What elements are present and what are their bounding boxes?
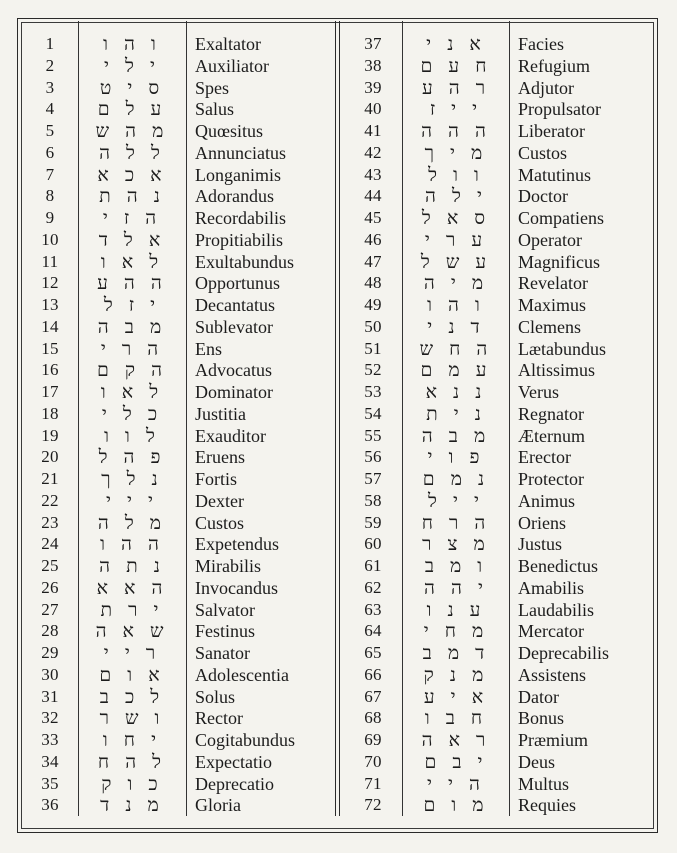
latin-name: Refugium <box>518 55 590 76</box>
latin-name: Altissimus <box>518 360 596 381</box>
row-number: 16 <box>41 360 59 380</box>
latin-name: Adolescentia <box>195 664 289 685</box>
hebrew-name: כ ל י <box>101 402 163 425</box>
table-row <box>0 33 677 55</box>
latin-name: Rector <box>195 708 243 729</box>
table-row <box>0 164 677 186</box>
latin-name: Justitia <box>195 403 247 424</box>
hebrew-name: מ צ ר <box>422 533 490 556</box>
latin-name: Recordabilis <box>195 208 286 228</box>
hebrew-name: נ ה ת <box>99 185 165 208</box>
hebrew-name: י ר ת <box>100 598 164 621</box>
latin-name: Maximus <box>518 295 587 315</box>
latin-name: Propitiabilis <box>195 229 284 250</box>
hebrew-name: ה ה ע <box>97 272 167 295</box>
row-number: 6 <box>45 142 55 162</box>
hebrew-name: ד מ ב <box>422 642 490 664</box>
row-number: 1 <box>45 34 55 53</box>
table-row <box>0 533 677 555</box>
hebrew-name: ע ש ל <box>420 250 492 273</box>
row-number: 7 <box>45 164 55 184</box>
latin-name: Exultabundus <box>195 251 294 272</box>
row-number: 22 <box>41 490 59 510</box>
table-row <box>0 620 677 642</box>
row-number: 9 <box>45 208 55 227</box>
table-row <box>0 794 677 816</box>
hebrew-name: א ו ם <box>99 663 165 686</box>
hebrew-name: י י ז <box>429 98 483 121</box>
table-row <box>0 642 677 664</box>
table-row <box>0 425 677 447</box>
latin-name: Mirabilis <box>195 556 261 576</box>
hebrew-name: ד נ י <box>427 315 485 338</box>
hebrew-name: מ ה ש <box>95 120 169 142</box>
row-number: 46 <box>364 229 382 249</box>
row-number: 45 <box>364 208 382 227</box>
row-number: 60 <box>364 534 382 554</box>
row-number: 39 <box>364 77 382 97</box>
hebrew-name: מ ו ם <box>423 794 489 817</box>
hebrew-name: ל א ו <box>100 381 164 403</box>
latin-name: Doctor <box>518 186 568 207</box>
hebrew-name: ל א ו <box>100 250 164 273</box>
hebrew-name: ו ש ר <box>99 707 165 730</box>
row-number: 64 <box>364 621 382 641</box>
table-row <box>0 729 677 751</box>
row-number: 23 <box>41 512 59 532</box>
hebrew-name: א י ע <box>423 685 489 708</box>
latin-name: Deprecatio <box>195 773 274 794</box>
latin-name: Compatiens <box>518 208 604 228</box>
latin-name: Cogitabundus <box>195 730 296 750</box>
table-row <box>0 55 677 77</box>
latin-name: Multus <box>518 773 570 794</box>
row-number: 37 <box>364 34 382 53</box>
hebrew-name: י ה ה <box>424 576 488 599</box>
hebrew-name: מ ח י <box>423 620 489 643</box>
latin-name: Adorandus <box>195 186 274 207</box>
latin-name: Advocatus <box>195 360 272 381</box>
row-number: 67 <box>364 686 382 706</box>
hebrew-name: כ ו ק <box>101 772 163 795</box>
row-number: 63 <box>364 599 382 619</box>
hebrew-name: י י ל <box>428 489 484 512</box>
table-row <box>0 381 677 403</box>
row-number: 70 <box>364 751 382 771</box>
hebrew-name: ה ר ח <box>421 511 491 534</box>
latin-name: Ens <box>195 338 222 359</box>
row-number: 47 <box>364 251 382 271</box>
row-number: 36 <box>41 795 59 815</box>
latin-name: Dominator <box>195 382 273 402</box>
row-number: 10 <box>41 229 59 249</box>
hebrew-name: ס י ט <box>99 76 165 99</box>
table-row <box>0 577 677 599</box>
latin-name: Benedictus <box>518 556 598 576</box>
row-number: 29 <box>41 643 59 662</box>
table-row <box>0 77 677 99</box>
table-row <box>0 251 677 273</box>
table-row <box>0 142 677 164</box>
hebrew-name: ש א ה <box>95 620 169 643</box>
row-number: 48 <box>364 273 382 293</box>
table-row <box>0 446 677 468</box>
table-row <box>0 294 677 316</box>
latin-name: Custos <box>518 142 568 163</box>
latin-name: Deprecabilis <box>518 643 609 663</box>
latin-name: Sanator <box>195 643 250 663</box>
row-number: 5 <box>45 121 55 140</box>
latin-name: Exauditor <box>195 425 266 446</box>
row-number: 15 <box>41 338 59 358</box>
hebrew-name: ס א ל <box>421 207 491 229</box>
row-number: 21 <box>41 469 59 488</box>
latin-name: Magnificus <box>518 251 600 272</box>
hebrew-name: נ נ א <box>425 381 487 403</box>
table-row <box>0 751 677 773</box>
table-row <box>0 338 677 360</box>
row-number: 27 <box>41 599 59 619</box>
table-row <box>0 120 677 142</box>
hebrew-name: ר ה ע <box>421 76 491 99</box>
hebrew-name: ה י י <box>427 772 485 795</box>
hebrew-name: מ ל ה <box>97 511 167 534</box>
row-number: 14 <box>41 316 59 336</box>
hebrew-name: י ל י <box>104 54 160 77</box>
row-number: 72 <box>364 795 382 815</box>
row-number: 26 <box>41 577 59 597</box>
hebrew-name: ר י י <box>103 642 161 664</box>
hebrew-name: י ח ו <box>102 729 162 751</box>
row-number: 3 <box>45 77 55 97</box>
row-number: 71 <box>364 773 382 793</box>
hebrew-name: ה ה ו <box>100 533 164 556</box>
latin-name: Requies <box>518 795 576 816</box>
hebrew-name: ל כ ב <box>99 685 165 708</box>
latin-name: Gloria <box>195 795 241 816</box>
row-number: 42 <box>364 142 382 162</box>
latin-name: Expetendus <box>195 534 279 555</box>
latin-name: Fortis <box>195 469 238 489</box>
table-row <box>0 707 677 729</box>
latin-name: Revelator <box>518 273 588 294</box>
latin-name: Custos <box>195 512 245 533</box>
hebrew-name: ה ז י <box>102 207 162 229</box>
latin-name: Festinus <box>195 621 256 642</box>
hebrew-name: ה ר י <box>100 337 164 360</box>
hebrew-name: ח ע ם <box>420 54 492 77</box>
hebrew-name: ו מ ב <box>424 555 488 577</box>
latin-name: Annunciatus <box>195 142 286 163</box>
latin-name: Dator <box>518 686 559 707</box>
hebrew-name: ה א א <box>96 576 168 599</box>
row-number: 24 <box>41 534 59 554</box>
row-number: 55 <box>364 425 382 445</box>
hebrew-name: ו ה ו <box>427 294 485 316</box>
latin-name: Erector <box>518 447 571 468</box>
latin-name: Operator <box>518 229 582 250</box>
table-row <box>0 555 677 577</box>
row-number: 57 <box>364 469 382 488</box>
hebrew-name: א כ א <box>97 163 167 186</box>
row-number: 4 <box>45 99 55 119</box>
latin-name: Expectatio <box>195 751 272 772</box>
row-number: 61 <box>364 556 382 575</box>
latin-name: Longanimis <box>195 164 281 185</box>
hebrew-name: נ י ת <box>426 402 486 425</box>
row-number: 65 <box>364 643 382 662</box>
latin-name: Salus <box>195 99 235 120</box>
hebrew-name: ע ל ם <box>97 98 167 121</box>
latin-name: Exaltator <box>195 34 261 54</box>
row-number: 20 <box>41 447 59 467</box>
table-row <box>0 403 677 425</box>
table-row <box>0 359 677 381</box>
hebrew-name: ל ה ח <box>97 750 167 773</box>
latin-name: Salvator <box>195 599 255 620</box>
latin-name: Sublevator <box>195 316 273 337</box>
hebrew-name: י ז ל <box>103 294 161 316</box>
table-row <box>0 207 677 229</box>
hebrew-name: מ י ה <box>423 272 489 295</box>
latin-name: Æternum <box>518 425 585 446</box>
hebrew-name: א נ י <box>426 33 486 55</box>
table-row <box>0 664 677 686</box>
table-row <box>0 599 677 621</box>
row-number: 8 <box>45 186 55 206</box>
latin-name: Propulsator <box>518 99 601 120</box>
row-number: 43 <box>364 164 382 184</box>
hebrew-name: מ נ ק <box>423 663 489 686</box>
latin-name: Clemens <box>518 316 581 337</box>
table-row <box>0 468 677 490</box>
hebrew-name: נ מ ם <box>422 468 490 490</box>
table-row <box>0 316 677 338</box>
hebrew-name: ה ק ם <box>96 359 168 382</box>
row-number: 66 <box>364 664 382 684</box>
row-number: 17 <box>41 382 59 401</box>
latin-name: Amabilis <box>518 577 584 598</box>
latin-name: Verus <box>518 382 559 402</box>
hebrew-name: ע ר י <box>424 228 488 251</box>
row-number: 38 <box>364 55 382 75</box>
table-row <box>0 490 677 512</box>
hebrew-name: ו ה ו <box>103 33 161 55</box>
hebrew-name: ח ב ו <box>424 707 488 730</box>
row-number: 50 <box>364 316 382 336</box>
row-number: 59 <box>364 512 382 532</box>
row-number: 54 <box>364 403 382 423</box>
row-number: 53 <box>364 382 382 401</box>
latin-name: Oriens <box>518 512 566 533</box>
table-row <box>0 773 677 795</box>
row-number: 56 <box>364 447 382 467</box>
latin-name: Assistens <box>518 664 587 685</box>
row-number: 32 <box>41 708 59 728</box>
latin-name: Facies <box>518 34 564 54</box>
hebrew-name: י ב ם <box>424 750 488 773</box>
latin-name: Liberator <box>518 121 585 141</box>
row-number: 41 <box>364 121 382 140</box>
hebrew-name: ו ו ל <box>428 163 484 186</box>
hebrew-name: ה ח ש <box>419 337 493 360</box>
row-number: 33 <box>41 730 59 749</box>
hebrew-name: נ ת ה <box>99 555 165 577</box>
latin-name: Eruens <box>195 447 245 468</box>
latin-name: Invocandus <box>195 577 278 598</box>
row-number: 62 <box>364 577 382 597</box>
table-row <box>0 512 677 534</box>
hebrew-name: פ ה ל <box>98 446 166 469</box>
hebrew-name: מ י ך <box>424 141 488 164</box>
latin-name: Auxiliator <box>195 55 269 76</box>
hebrew-name: מ ב ה <box>421 424 491 447</box>
hebrew-name: נ ל ך <box>101 468 163 490</box>
latin-name: Deus <box>518 751 555 772</box>
row-number: 69 <box>364 730 382 749</box>
hebrew-name: י ל ה <box>425 185 487 208</box>
table-row <box>0 98 677 120</box>
latin-name: Regnator <box>518 403 584 424</box>
row-number: 28 <box>41 621 59 641</box>
latin-name: Mercator <box>518 621 584 642</box>
latin-name: Laudabilis <box>518 599 594 620</box>
hebrew-name: פ ו י <box>427 446 485 469</box>
row-number: 34 <box>41 751 59 771</box>
row-number: 13 <box>41 295 59 314</box>
latin-name: Bonus <box>518 708 565 729</box>
row-number: 2 <box>45 55 55 75</box>
hebrew-name: ל ו ו <box>104 424 160 447</box>
hebrew-name: א ל ד <box>98 228 166 251</box>
row-number: 18 <box>41 403 59 423</box>
hebrew-name: ר א ה <box>421 729 491 751</box>
latin-name: Matutinus <box>518 164 592 185</box>
row-number: 52 <box>364 360 382 380</box>
hebrew-name: ע נ ו <box>426 598 486 621</box>
hebrew-name: ה ה ה <box>421 120 491 142</box>
table-row <box>0 185 677 207</box>
latin-name: Præmium <box>518 730 589 750</box>
table-row <box>0 272 677 294</box>
row-number: 35 <box>41 773 59 793</box>
latin-name: Adjutor <box>518 77 574 98</box>
latin-name: Protector <box>518 469 584 489</box>
row-number: 19 <box>41 425 59 445</box>
latin-name: Animus <box>518 490 576 511</box>
latin-name: Decantatus <box>195 295 275 315</box>
row-number: 44 <box>364 186 382 206</box>
hebrew-name: ל ל ה <box>99 141 165 164</box>
hebrew-name: י י י <box>105 489 159 512</box>
hebrew-name: ע מ ם <box>420 359 492 382</box>
row-number: 11 <box>41 251 59 271</box>
table-row <box>0 686 677 708</box>
hebrew-name: מ ב ה <box>97 315 167 338</box>
latin-name: Quœsitus <box>195 121 264 141</box>
latin-name: Solus <box>195 686 236 707</box>
row-number: 51 <box>364 338 382 358</box>
row-number: 30 <box>41 664 59 684</box>
row-number: 12 <box>41 273 59 293</box>
latin-name: Spes <box>195 77 230 98</box>
latin-name: Dexter <box>195 490 244 511</box>
table-row <box>0 229 677 251</box>
row-number: 49 <box>364 295 382 314</box>
latin-name: Opportunus <box>195 273 280 294</box>
row-number: 58 <box>364 490 382 510</box>
row-number: 25 <box>41 556 59 575</box>
row-number: 40 <box>364 99 382 119</box>
latin-name: Justus <box>518 534 563 555</box>
row-number: 68 <box>364 708 382 728</box>
row-number: 31 <box>41 686 59 706</box>
hebrew-name: מ נ ד <box>100 794 164 817</box>
latin-name: Lætabundus <box>518 338 606 359</box>
